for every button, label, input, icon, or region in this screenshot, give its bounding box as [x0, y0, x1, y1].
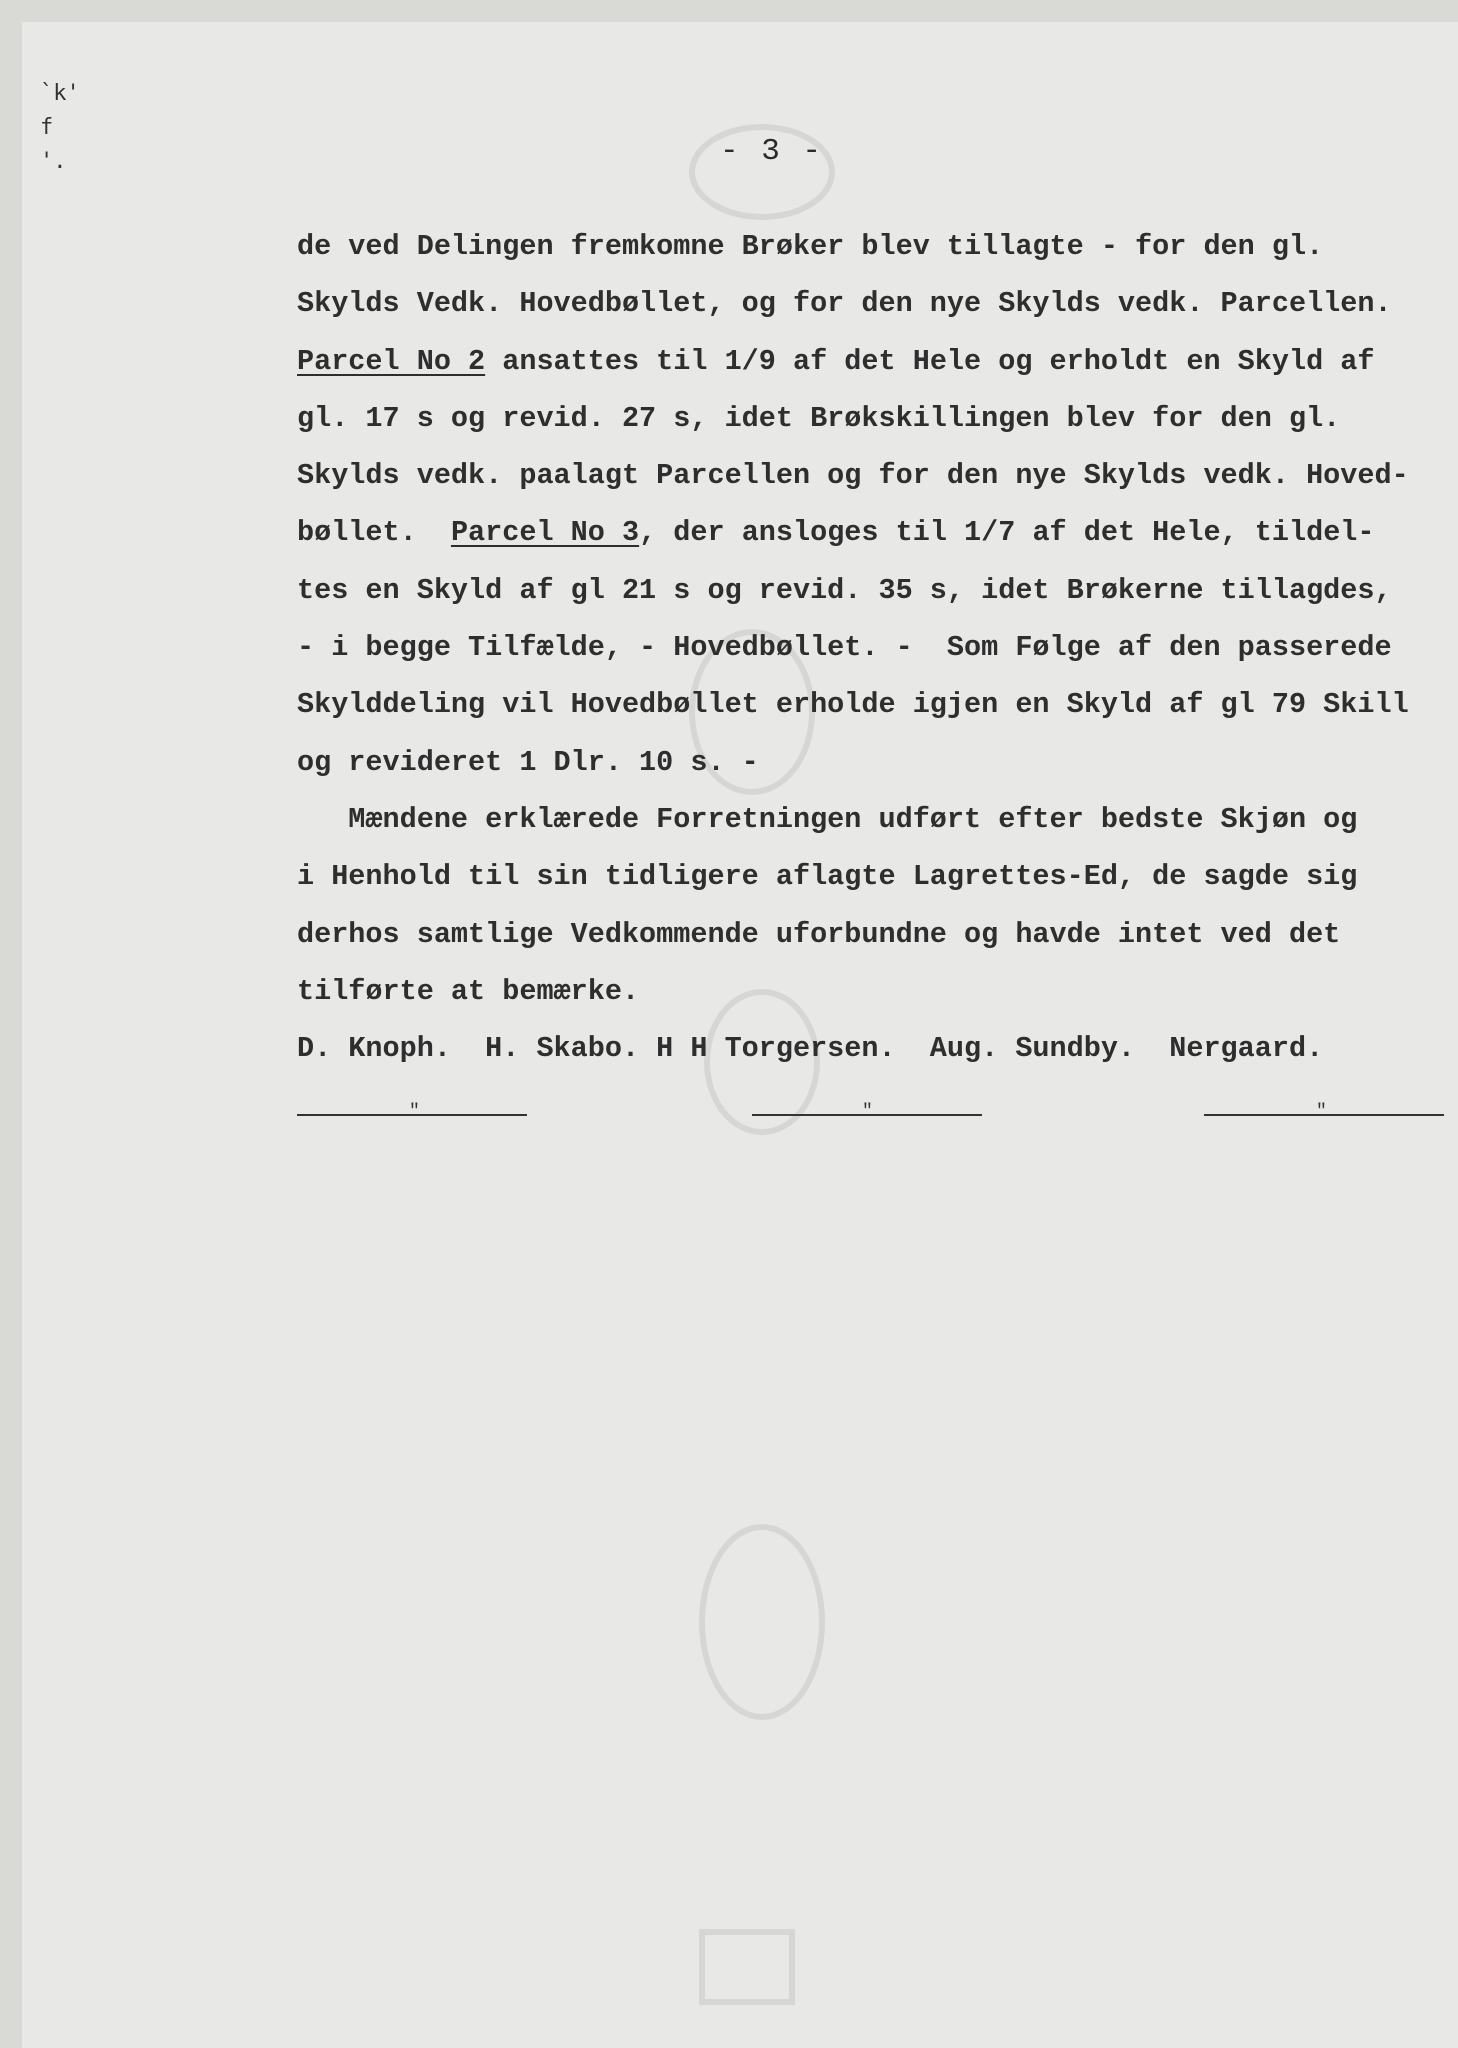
text-segment: Skylds Vedk. Hovedbøllet, og for den nye Skylds vedk. Parcellen. [297, 287, 1392, 321]
ditto-mark: " [862, 1102, 873, 1122]
text-segment: Mændene erklærede Forretningen udført efter bedste Skjøn og [297, 802, 1358, 836]
text-segment: derhos samtlige Vedkommende uforbundne og havde intet ved det [297, 917, 1341, 951]
text-segment: ansattes til 1/9 af det Hele og erholdt en Skyld af [485, 344, 1375, 378]
edge-marks [40, 77, 80, 179]
text-line [297, 619, 1458, 676]
text-segment: , der ansloges til 1/7 af det Hele, tildel- [639, 516, 1375, 550]
text-line [297, 791, 1458, 848]
text-line [297, 447, 1458, 504]
text-segment: gl. 17 s og revid. 27 s, idet Brøkskillingen blev for den gl. [297, 401, 1341, 435]
text-line [297, 1020, 1458, 1077]
text-segment: i Henhold til sin tidligere aflagte Lagrettes-Ed, de sagde sig [297, 860, 1358, 894]
edge-mark: '. [40, 149, 67, 174]
document-page [22, 22, 1458, 2048]
text-segment: - i begge Tilfælde, - Hovedbøllet. - Som Følge af den passerede [297, 631, 1392, 665]
signature-line [297, 1102, 527, 1122]
text-line [297, 963, 1458, 1020]
text-segment: bøllet. [297, 516, 451, 550]
text-line [297, 734, 1458, 791]
text-line [297, 333, 1458, 390]
edge-mark: `k' [40, 81, 80, 106]
text-line [297, 275, 1458, 332]
text-segment: tilførte at bemærke. [297, 974, 640, 1008]
text-line [297, 906, 1458, 963]
text-segment: Skylddeling vil Hovedbøllet erholde igjen en Skyld af gl 79 Skill [297, 688, 1409, 722]
text-line [297, 218, 1458, 275]
text-line [297, 390, 1458, 447]
text-segment: og revideret 1 Dlr. 10 s. - [297, 745, 759, 779]
text-line [297, 562, 1458, 619]
ditto-mark: " [1316, 1102, 1327, 1122]
text-segment: Skylds vedk. paalagt Parcellen og for den nye Skylds vedk. Hoved- [297, 459, 1409, 493]
text-line [297, 504, 1458, 561]
signature-line [752, 1102, 982, 1122]
page-number: - 3 - [720, 134, 824, 169]
text-segment: de ved Delingen fremkomne Brøker blev tillagte - for den gl. [297, 230, 1324, 263]
underlined-heading: Parcel No 3 [450, 516, 640, 550]
edge-mark: f [40, 115, 54, 140]
text-line [297, 676, 1458, 733]
ditto-mark: " [409, 1102, 420, 1122]
signature-line [1204, 1102, 1444, 1122]
text-segment: D. Knoph. H. Skabo. H H Torgersen. Aug. Sundby. Nergaard. [297, 1032, 1324, 1066]
text-line [297, 848, 1458, 905]
underlined-heading: Parcel No 2 [297, 344, 486, 378]
typed-text-body [297, 218, 1458, 1077]
text-segment: tes en Skyld af gl 21 s og revid. 35 s, idet Brøkerne tillagdes, [297, 573, 1392, 607]
